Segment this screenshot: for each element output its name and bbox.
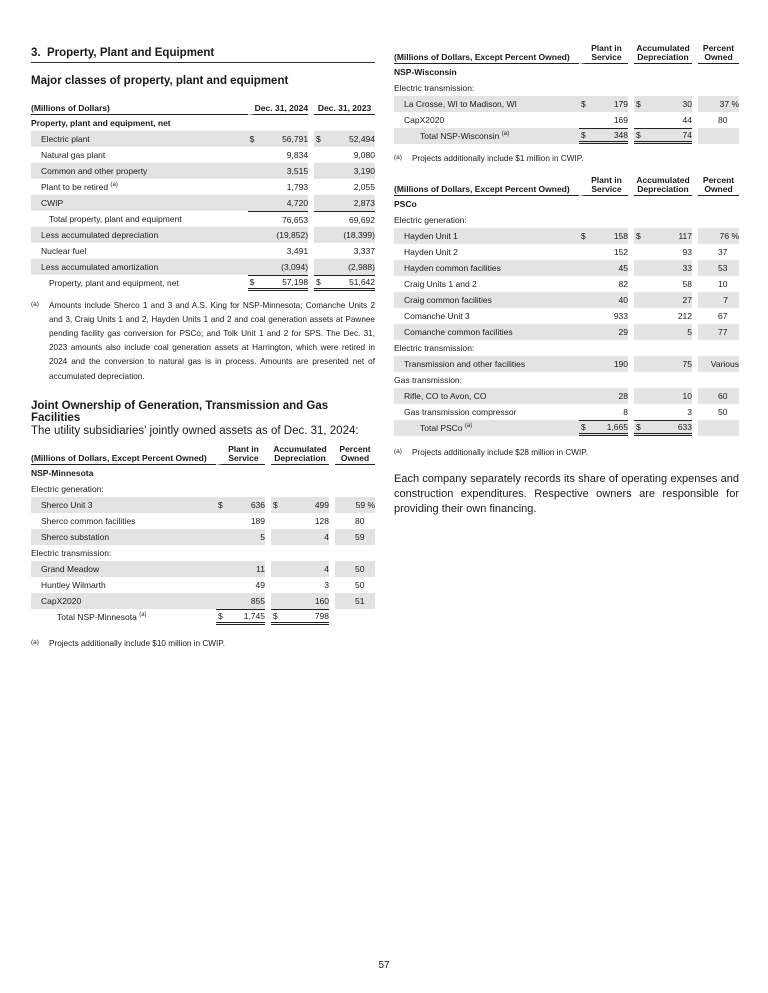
currency-symbol: $ [271,497,285,513]
depreciation-value: 93 [682,246,692,257]
ppe-subtitle: Major classes of property, plant and equipment [31,75,289,87]
nsp-minnesota-table [31,445,375,625]
row-label: Natural gas plant [41,150,106,160]
footnote-ref: (a) [501,131,510,138]
pct-sign: % [731,230,739,241]
row-label: Craig Units 1 and 2 [404,278,477,289]
joint-header-row [31,445,375,465]
value-2024: 76,653 [262,211,308,227]
table-row [31,195,375,211]
value-2024: 4,720 [262,195,308,211]
percent-value: 37 [718,246,728,257]
page-number: 57 [378,960,390,971]
nsp-wisconsin-table [394,44,739,144]
plant-value: 348 [593,128,628,144]
header-text: Depreciation [637,183,689,194]
table-row [31,561,375,577]
company-row [394,196,739,212]
currency-symbol: $ [579,128,593,144]
depreciation-value: 117 [648,228,692,244]
row-label: Huntley Wilmarth [41,579,106,590]
row-label-text: Plant to be retired [41,182,109,192]
row-label: La Crosse, WI to Madison, WI [394,96,579,112]
nsp-minnesota-footnote [31,637,375,651]
header-plant-in-service [579,176,628,196]
header-text: Depreciation [637,51,689,62]
currency-symbol: $ [314,131,328,147]
table-row [394,324,739,340]
category-label: Electric transmission: [394,342,475,353]
closing-paragraph: Each company separately records its share of operating expenses and construction expenditures. Respective owners are responsible for providing their own financing. [394,472,739,516]
joint-header-row [394,44,739,64]
row-label: Property, plant and equipment, net [49,278,179,288]
header-text: Owned [340,452,370,463]
header-accumulated-depreciation [634,176,692,196]
table-row [394,308,739,324]
plant-value: 49 [255,579,265,590]
left-column [31,44,375,651]
category-row [394,212,739,228]
header-text: Percent [339,443,371,454]
value-2023: 3,190 [328,163,375,179]
value-2023: 9,080 [353,150,375,160]
company-name: NSP-Minnesota [31,467,94,478]
plant-value: 179 [593,96,628,112]
percent-value [698,96,739,112]
row-label: CWIP [31,195,248,211]
currency-symbol: $ [248,275,262,291]
table-row [31,497,375,513]
currency-symbol: $ [634,96,648,112]
category-row [31,545,375,561]
category-label: Electric generation: [31,483,104,494]
pct-sign: % [367,499,375,510]
header-percent-owned [335,445,375,465]
table-row [31,243,375,259]
row-label: Common and other property [31,163,248,179]
row-label: Craig common facilities [394,292,579,308]
plant-value: 5 [230,529,265,545]
plant-value: 636 [230,497,265,513]
table-row [31,179,375,195]
percent-value [698,292,739,308]
percent-value: 80 [718,114,728,125]
plant-value: 152 [613,246,628,257]
currency-symbol: $ [634,128,648,144]
table-row [394,292,739,308]
depreciation-value: 44 [682,114,692,125]
depreciation-value: 128 [314,515,329,526]
plant-value: 190 [593,356,628,372]
percent-value: 50 [335,561,375,577]
depreciation-value: 4 [285,529,329,545]
category-row [394,80,739,96]
plant-value: 8 [623,406,628,417]
ppe-table [31,99,375,291]
company-name: PSCo [394,198,417,209]
joint-intro: The utility subsidiaries' jointly owned assets as of Dec. 31, 2024: [31,424,359,437]
depreciation-value: 30 [648,96,692,112]
row-label: Nuclear fuel [41,246,87,256]
company-row [394,64,739,80]
row-label: Sherco Unit 3 [31,497,216,513]
header-text: Accumulated [273,443,327,454]
psco-table [394,176,739,436]
footnote-mark: (a) [394,153,402,161]
joint-header-row [394,176,739,196]
category-row [394,372,739,388]
table-row [31,211,375,227]
value-2023: 2,873 [328,195,375,211]
depreciation-value: 27 [648,292,692,308]
section-number: 3. [31,47,41,59]
row-label: Comanche common facilities [394,324,579,340]
header-text: Percent [702,43,735,53]
percent-value: 59 [335,529,375,545]
table-row [394,276,739,292]
depreciation-value: 4 [285,561,329,577]
depreciation-value: 75 [648,356,692,372]
table-row [31,259,375,275]
table-row [31,513,375,529]
row-label: Grand Meadow [31,561,216,577]
header-percent-owned [698,176,739,196]
plant-value: 82 [618,278,628,289]
footnote-text: Projects additionally include $28 million in CWIP. [412,447,588,457]
header-text: Service [591,183,622,194]
currency-symbol: $ [314,275,328,291]
value-2024: (3,094) [262,259,308,275]
category-label: Gas transmission: [394,374,463,385]
row-label-text: Total NSP-Minnesota [57,611,137,622]
header-text: Percent [702,174,735,185]
row-label: CapX2020 [31,593,216,609]
ppe-header-row [31,99,375,115]
header-text: Service [228,452,259,463]
table-row [31,163,375,179]
table-row [394,228,739,244]
row-label: Comanche Unit 3 [404,310,470,321]
category-label: Electric generation: [394,214,467,225]
value-2023: 51,642 [328,275,375,291]
value-2024: 1,793 [286,182,309,192]
header-percent-owned [698,44,739,64]
pct-sign: % [731,98,739,109]
plant-value: 11 [230,561,265,577]
table-row-total [31,275,375,291]
table-row [394,388,739,404]
table-row [394,112,739,128]
value-2024: 3,491 [286,246,309,256]
currency-symbol: $ [634,228,648,244]
psco-footnote [394,446,739,460]
row-label: Less accumulated amortization [31,259,248,275]
table-row [31,529,375,545]
ppe-header-2023: Dec. 31, 2023 [314,99,375,115]
ppe-footnote [31,299,375,384]
pct: 59 [355,499,366,510]
plant-value: 855 [230,593,265,609]
nsp-wisconsin-footnote [394,152,739,166]
currency-symbol: $ [248,131,262,147]
header-text: Plant in [228,443,259,454]
footnote-ref: (a) [139,611,147,618]
percent-value: 51 [335,593,375,609]
header-plant-in-service [579,44,628,64]
footnote-mark: (a) [31,638,39,646]
table-row-total [394,128,739,144]
plant-value: 45 [593,260,628,276]
header-text: Plant in [591,43,622,53]
joint-title: Joint Ownership of Generation, Transmission and Gas Facilities [31,399,329,424]
value-2023: (18,399) [328,227,375,243]
header-text: Plant in [591,174,622,185]
category-label: Electric transmission: [394,82,475,93]
depreciation-value: 160 [285,593,329,609]
currency-symbol: $ [271,609,285,625]
depreciation-value: 633 [648,420,692,436]
plant-value: 169 [613,114,628,125]
percent-value: 50 [355,579,365,590]
table-row [394,96,739,112]
row-label: Sherco common facilities [41,515,136,526]
row-label: Less accumulated depreciation [31,227,248,243]
percent-value: 53 [698,260,739,276]
row-label-text: Total NSP-Wisconsin [420,130,500,141]
depreciation-value: 58 [682,278,692,289]
header-text: Accumulated [636,43,690,53]
value-2024: (19,852) [262,227,308,243]
plant-value: 28 [593,388,628,404]
currency-symbol: $ [579,228,593,244]
plant-value: 29 [593,324,628,340]
pct: 76 [719,230,730,241]
row-label: Rifle, CO to Avon, CO [394,388,579,404]
table-row [31,577,375,593]
row-label [31,179,248,195]
currency-symbol: $ [216,497,230,513]
footnote-mark: (a) [31,301,39,308]
header-accumulated-depreciation [634,44,692,64]
value-2023: 3,337 [353,246,375,256]
footnote-text: Projects additionally include $1 million in CWIP. [412,153,584,163]
depreciation-value: 3 [324,579,329,590]
depreciation-value: 33 [648,260,692,276]
row-label-text: Total PSCo [420,422,463,433]
footnote-text: Projects additionally include $10 million in CWIP. [49,638,225,648]
plant-value: 189 [250,515,265,526]
ppe-header-2024: Dec. 31, 2024 [248,99,308,115]
table-row [394,260,739,276]
currency-symbol: $ [216,609,230,625]
section-title: Property, Plant and Equipment [46,47,215,59]
company-name: NSP-Wisconsin [394,66,457,77]
percent-value: 50 [718,406,728,417]
row-label [31,609,216,625]
pct: 7 [723,294,728,305]
plant-value: 1,745 [230,609,265,625]
header-plant-in-service [216,445,265,465]
depreciation-value: 798 [285,609,329,625]
table-row [31,131,375,147]
row-label: Hayden Unit 1 [394,228,579,244]
value-2024: 56,791 [262,131,308,147]
table-row [394,404,739,420]
row-label: Gas transmission compressor [404,406,517,417]
depreciation-value: 10 [648,388,692,404]
category-row [394,340,739,356]
value-2024: 9,834 [286,150,309,160]
row-label: Sherco substation [31,529,216,545]
table-row [394,244,739,260]
row-label: Hayden common facilities [394,260,579,276]
category-row [31,481,375,497]
header-text: Depreciation [274,452,326,463]
plant-value: 158 [593,228,628,244]
footnote-ref: (a) [110,182,118,189]
table-row-total [31,609,375,625]
percent-value [698,228,739,244]
company-row [31,465,375,481]
table-row [31,593,375,609]
depreciation-value: 3 [687,406,692,417]
currency-symbol: $ [579,96,593,112]
value-2023: 52,494 [328,131,375,147]
percent-value: 77 [698,324,739,340]
percent-value: 67 [718,310,728,321]
value-2023: 69,692 [328,211,375,227]
table-row [31,227,375,243]
header-text: Service [591,51,622,62]
percent-value: 80 [355,515,365,526]
depreciation-value: 212 [677,310,692,321]
table-row-total [394,420,739,436]
joint-header-label: (Millions of Dollars, Except Percent Owned) [394,176,579,196]
ppe-group-label: Property, plant and equipment, net [31,118,171,128]
row-label: Hayden Unit 2 [404,246,458,257]
row-label: Electric plant [31,131,248,147]
joint-header-label: (Millions of Dollars, Except Percent Owned) [31,445,216,465]
row-label: Transmission and other facilities [394,356,579,372]
ppe-header-label: (Millions of Dollars) [31,99,248,115]
depreciation-value: 499 [285,497,329,513]
value-2024: 3,515 [262,163,308,179]
header-text: Owned [704,51,733,62]
joint-header-label: (Millions of Dollars, Except Percent Owned) [394,44,579,64]
ppe-group-row [31,115,375,131]
header-accumulated-depreciation [271,445,329,465]
depreciation-value: 5 [648,324,692,340]
percent-value [335,497,375,513]
right-column [394,44,739,517]
row-label [394,128,579,144]
footnote-ref: (a) [464,422,473,429]
header-text: Owned [704,183,733,194]
percent-value: Various [698,356,739,372]
row-label: Total property, plant and equipment [49,214,182,224]
section-heading [31,47,375,63]
row-label: CapX2020 [404,114,445,125]
plant-value: 40 [593,292,628,308]
depreciation-value: 74 [648,128,692,144]
percent-value: 60 [698,388,739,404]
value-2024: 57,198 [262,275,308,291]
value-2023: (2,988) [328,259,375,275]
header-text: Accumulated [636,174,690,185]
footnote-text: Amounts include Sherco 1 and 3 and A.S. King for NSP-Minnesota; Comanche Units 2 and 3, Craig Units 1 and 2, Hayden Units 1 and 2 and coal generation assets at Pawnee pending facility gas conversion for PSCo; and Tolk Unit 1 and 2 for SPS. The Dec. 31, 2023 amounts also include coal generation assets at Harrington, which were retired in 2024 and the conversion to natural gas is in process. Amounts are presented net of accumulated depreciation. [49,301,375,381]
currency-symbol: $ [634,420,648,436]
footnote-mark: (a) [394,447,402,455]
table-row [31,147,375,163]
value-2023: 2,055 [353,182,375,192]
plant-value: 1,665 [593,420,628,436]
currency-symbol: $ [579,420,593,436]
row-label [394,420,579,436]
pct: 37 [719,98,730,109]
percent-value: 10 [718,278,728,289]
table-row [394,356,739,372]
plant-value: 933 [613,310,628,321]
category-label: Electric transmission: [31,547,112,558]
